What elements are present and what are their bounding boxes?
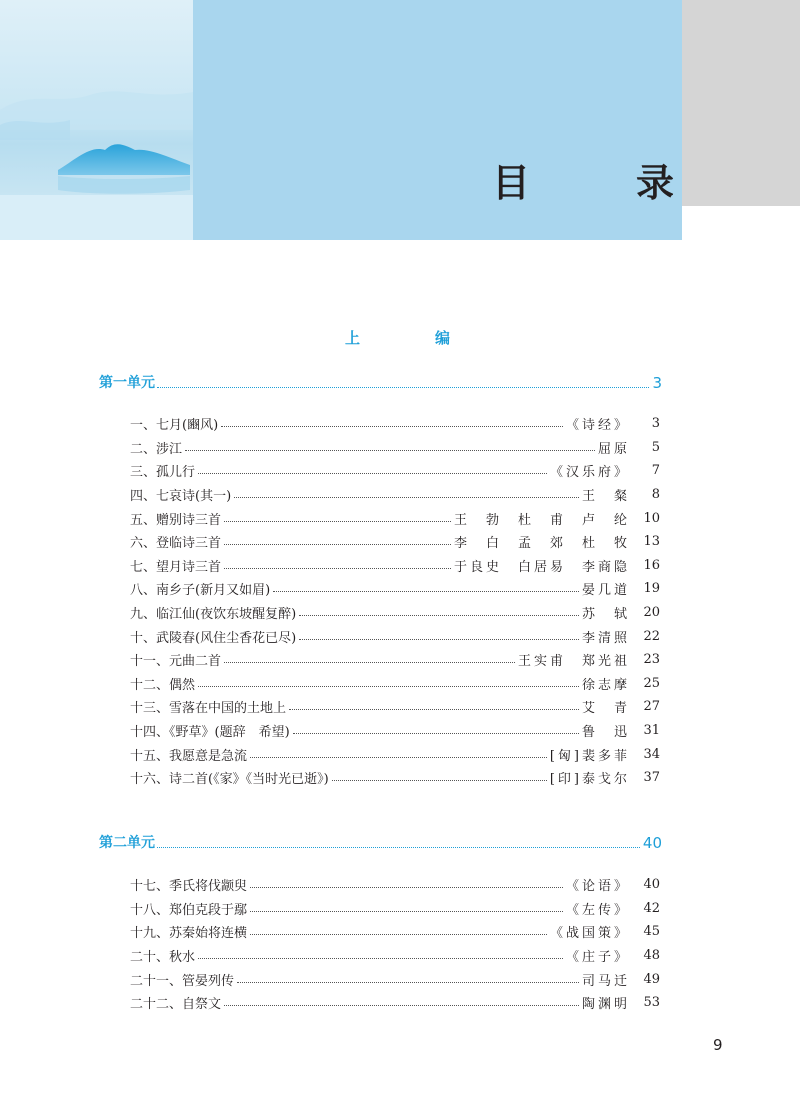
entry-page-number: 8: [651, 487, 660, 503]
entry-author: 徐志摩: [581, 677, 630, 693]
dot-leader: [250, 887, 563, 888]
dot-leader: [293, 733, 579, 734]
toc-entry[interactable]: [130, 648, 660, 672]
toc-entry[interactable]: [130, 944, 660, 968]
entry-page-number: 37: [643, 770, 660, 786]
entry-author: 《庄子》: [565, 950, 630, 966]
entry-page-number: 31: [643, 723, 660, 739]
entry-author: 王 勃 杜 甫 卢 纶: [453, 512, 630, 528]
toc-entry[interactable]: [130, 554, 660, 578]
entry-page-number: 27: [643, 699, 660, 715]
entry-page-number: 7: [651, 463, 660, 479]
entry-title: 七、望月诗三首: [130, 559, 222, 575]
entry-author: 晏几道: [581, 583, 630, 599]
entry-title: 十四、《野草》(题辞 希望): [130, 725, 290, 741]
entry-author: [印]泰戈尔: [549, 772, 630, 788]
dot-leader: [299, 639, 579, 640]
dot-leader: [299, 615, 579, 616]
toc-entry[interactable]: [130, 920, 660, 944]
entry-author: 于良史 白居易 李商隐: [453, 559, 630, 575]
entry-title: 二十一、管晏列传: [130, 973, 235, 989]
entry-title: 十三、雪落在中国的土地上: [130, 701, 287, 717]
entry-page-number: 3: [651, 416, 660, 432]
page-title: 目 录: [492, 160, 709, 205]
dot-leader: [198, 958, 563, 959]
part-heading: 上 编: [345, 329, 481, 347]
dot-leader: [250, 911, 563, 912]
entry-title: 二十二、自祭文: [130, 997, 222, 1013]
toc-entry[interactable]: [130, 897, 660, 921]
entry-page-number: 40: [643, 877, 660, 893]
toc-entry[interactable]: [130, 766, 660, 790]
unit-heading[interactable]: [99, 372, 662, 392]
entry-author: 李清照: [581, 630, 630, 646]
toc-entry[interactable]: [130, 459, 660, 483]
dot-leader: [234, 497, 579, 498]
toc-entry[interactable]: [130, 412, 660, 436]
entry-author: 鲁 迅: [581, 725, 630, 741]
entry-title: 十二、偶然: [130, 677, 196, 693]
dot-leader: [224, 544, 451, 545]
unit-heading[interactable]: [99, 832, 662, 852]
unit-page-number: 3: [652, 374, 662, 392]
entry-title: 十、武陵春(风住尘香花已尽): [130, 630, 297, 646]
toc-entry[interactable]: [130, 530, 660, 554]
dot-leader: [198, 686, 579, 687]
toc-entry[interactable]: [130, 672, 660, 696]
entry-author: 王实甫 郑光祖: [517, 654, 630, 670]
entry-page-number: 45: [643, 924, 660, 940]
dot-leader: [221, 426, 563, 427]
entry-page-number: 49: [643, 971, 660, 987]
dot-leader: [157, 847, 640, 848]
entry-author: 《汉乐府》: [549, 465, 630, 481]
entry-author: 《战国策》: [549, 926, 630, 942]
entry-title: 十九、苏秦始将连横: [130, 926, 248, 942]
toc-entry[interactable]: [130, 967, 660, 991]
unit-title: 第一单元: [99, 375, 155, 391]
entry-author: 陶渊明: [581, 997, 630, 1013]
entry-author: 司马迁: [581, 973, 630, 989]
entry-title: 十七、季氏将伐颛臾: [130, 879, 248, 895]
dot-leader: [273, 591, 579, 592]
entry-title: 十八、郑伯克段于鄢: [130, 902, 248, 918]
entry-title: 二十、秋水: [130, 950, 196, 966]
dot-leader: [224, 662, 515, 663]
toc-list-unit-1: [130, 412, 660, 790]
entry-page-number: 25: [643, 675, 660, 691]
entry-page-number: 13: [643, 534, 660, 550]
dot-leader: [224, 1005, 579, 1006]
dot-leader: [237, 982, 579, 983]
entry-title: 二、涉江: [130, 441, 183, 457]
entry-author: [匈]裴多菲: [549, 748, 630, 764]
entry-author: 《诗经》: [565, 418, 630, 434]
dot-leader: [332, 780, 547, 781]
dot-leader: [289, 709, 579, 710]
dot-leader: [185, 450, 595, 451]
entry-title: 八、南乡子(新月又如眉): [130, 583, 271, 599]
dot-leader: [224, 568, 451, 569]
entry-page-number: 22: [643, 628, 660, 644]
entry-page-number: 23: [643, 652, 660, 668]
entry-author: 《左传》: [565, 902, 630, 918]
entry-title: 十一、元曲二首: [130, 654, 222, 670]
entry-title: 十六、诗二首(《家》《当时光已逝》): [130, 772, 329, 788]
entry-author: 苏 轼: [581, 607, 630, 623]
entry-author: 李 白 孟 郊 杜 牧: [453, 536, 630, 552]
toc-entry[interactable]: [130, 506, 660, 530]
entry-title: 十五、我愿意是急流: [130, 748, 248, 764]
entry-page-number: 10: [643, 510, 660, 526]
entry-page-number: 19: [643, 581, 660, 597]
toc-entry[interactable]: [130, 601, 660, 625]
entry-page-number: 34: [643, 746, 660, 762]
entry-title: 六、登临诗三首: [130, 536, 222, 552]
entry-page-number: 5: [651, 439, 660, 455]
toc-entry[interactable]: [130, 719, 660, 743]
unit-page-number: 40: [642, 834, 662, 852]
page-number: 9: [713, 1036, 723, 1054]
entry-author: 屈原: [597, 441, 630, 457]
unit-title: 第二单元: [99, 835, 155, 851]
entry-page-number: 20: [643, 605, 660, 621]
entry-title: 一、七月(豳风): [130, 418, 219, 434]
entry-title: 五、赠别诗三首: [130, 512, 222, 528]
toc-entry[interactable]: [130, 991, 660, 1015]
toc-entry[interactable]: [130, 483, 660, 507]
entry-page-number: 16: [643, 557, 660, 573]
dot-leader: [157, 387, 649, 388]
toc-entry[interactable]: [130, 742, 660, 766]
entry-page-number: 53: [643, 995, 660, 1011]
dot-leader: [250, 934, 547, 935]
toc-entry[interactable]: [130, 436, 660, 460]
toc-entry[interactable]: [130, 695, 660, 719]
entry-author: 《论语》: [565, 879, 630, 895]
toc-list-unit-2: [130, 873, 660, 1015]
dot-leader: [224, 521, 451, 522]
toc-entry[interactable]: [130, 873, 660, 897]
dot-leader: [250, 757, 547, 758]
landscape-illustration: [0, 0, 193, 240]
toc-entry[interactable]: [130, 624, 660, 648]
entry-page-number: 42: [643, 900, 660, 916]
entry-title: 三、孤儿行: [130, 465, 196, 481]
entry-title: 四、七哀诗(其一): [130, 489, 232, 505]
dot-leader: [198, 473, 547, 474]
entry-title: 九、临江仙(夜饮东坡醒复醉): [130, 607, 297, 623]
toc-entry[interactable]: [130, 577, 660, 601]
entry-author: 王 粲: [581, 489, 630, 505]
entry-author: 艾 青: [581, 701, 630, 717]
entry-page-number: 48: [643, 948, 660, 964]
